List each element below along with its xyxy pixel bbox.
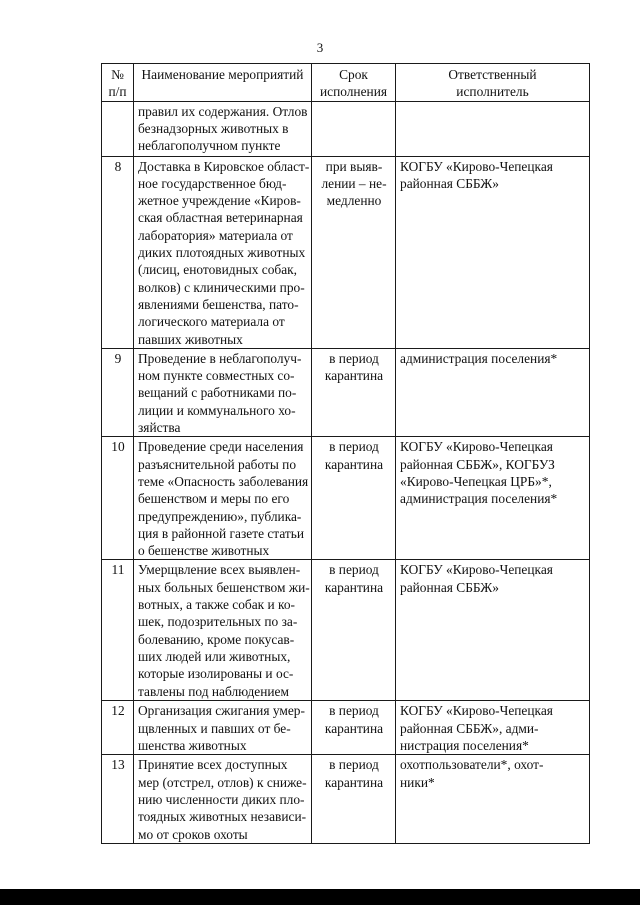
responsible-executor bbox=[396, 755, 590, 843]
measure-name-line: шенства животных bbox=[138, 738, 247, 754]
measure-name bbox=[134, 755, 312, 843]
execution-term bbox=[312, 560, 396, 701]
header-cell-line: Срок bbox=[339, 67, 368, 82]
measure-name-line: Доставка в Кировское област- bbox=[138, 158, 310, 174]
measure-name-line: ное государственное бюд- bbox=[138, 175, 287, 191]
execution-term bbox=[312, 348, 396, 436]
responsible-executor bbox=[396, 348, 590, 436]
measure-name bbox=[134, 560, 312, 701]
header-cell-line: исполнения bbox=[319, 84, 388, 100]
measure-name-line: лиции и коммунального хо- bbox=[138, 402, 296, 418]
execution-term-line: в период bbox=[329, 562, 379, 578]
measure-name-line: явлениями бешенства, пато- bbox=[138, 296, 299, 312]
measure-name-line: нию численности диких пло- bbox=[138, 791, 305, 807]
header-name bbox=[134, 64, 312, 102]
measure-name bbox=[134, 101, 312, 156]
execution-term-line: при выяв- bbox=[325, 158, 383, 174]
measure-name-line: тавлены под наблюдением bbox=[138, 683, 289, 699]
measure-name-line: вещаний с работниками по- bbox=[138, 385, 297, 401]
measure-name-line: разъяснительной работы по bbox=[138, 456, 297, 472]
header-cell-line: п/п bbox=[108, 84, 127, 100]
execution-term-line: лении – не- bbox=[321, 175, 387, 191]
measure-name-line: Организация сжигания умер- bbox=[138, 703, 305, 719]
responsible-executor-line: КОГБУ «Кирово-Чепецкая bbox=[400, 439, 553, 455]
measure-name-line: жетное учреждение «Киров- bbox=[138, 193, 301, 209]
execution-term bbox=[312, 755, 396, 843]
measure-name-line: правил их содержания. Отлов bbox=[138, 103, 308, 119]
table-row bbox=[102, 101, 590, 156]
table-row bbox=[102, 560, 590, 701]
table-row bbox=[102, 701, 590, 755]
execution-term-line: карантина bbox=[324, 720, 384, 736]
execution-term-line: в период bbox=[329, 350, 379, 366]
responsible-executor-line: районная СББЖ» bbox=[400, 175, 499, 191]
measure-name-line: ская областная ветеринарная bbox=[138, 210, 303, 226]
measures-table bbox=[101, 63, 590, 844]
row-number: 10 bbox=[102, 437, 134, 560]
measure-name-line: зяйства bbox=[138, 420, 181, 436]
header-term bbox=[312, 64, 396, 102]
execution-term bbox=[312, 101, 396, 156]
table-header-row bbox=[102, 64, 590, 102]
measure-name-line: ших людей или животных, bbox=[138, 648, 291, 664]
measure-name-line: болеванию, кроме покусав- bbox=[138, 631, 295, 647]
header-cell-line: № bbox=[111, 67, 124, 82]
measure-name-line: мо от сроков охоты bbox=[138, 826, 248, 842]
responsible-executor-line: администрация поселения* bbox=[400, 350, 558, 366]
execution-term-line: карантина bbox=[324, 368, 384, 384]
header-cell-line: Наименование мероприятий bbox=[141, 67, 304, 82]
measure-name-line: павших животных bbox=[138, 331, 243, 347]
header-responsible bbox=[396, 64, 590, 102]
responsible-executor-line: КОГБУ «Кирово-Чепецкая bbox=[400, 158, 553, 174]
execution-term-line: в период bbox=[329, 439, 379, 455]
table-row bbox=[102, 755, 590, 843]
responsible-executor-line: ники* bbox=[400, 774, 435, 790]
responsible-executor bbox=[396, 560, 590, 701]
responsible-executor-line: районная СББЖ», КОГБУЗ bbox=[400, 456, 555, 472]
table-body bbox=[102, 101, 590, 843]
execution-term-line: карантина bbox=[324, 579, 384, 595]
execution-term bbox=[312, 701, 396, 755]
responsible-executor bbox=[396, 156, 590, 348]
measure-name-line: щвленных и павших от бе- bbox=[138, 720, 291, 736]
measure-name-line: предупреждению», публика- bbox=[138, 508, 302, 524]
measure-name-line: волков) с клиническими про- bbox=[138, 279, 305, 295]
measure-name-line: (лисиц, енотовидных собак, bbox=[138, 262, 298, 278]
measure-name-line: бешенством и меры по его bbox=[138, 491, 290, 507]
responsible-executor-line: районная СББЖ», адми- bbox=[400, 720, 539, 736]
measure-name-line: ных больных бешенством жи- bbox=[138, 579, 310, 595]
measure-name-line: ном пункте совместных со- bbox=[138, 368, 295, 384]
responsible-executor-line: охотпользователи*, охот- bbox=[400, 757, 544, 773]
measure-name-line: вотных, а также собак и ко- bbox=[138, 597, 296, 613]
measure-name-line: ция в районной газете статьи bbox=[138, 525, 305, 541]
measure-name-line: Принятие всех доступных bbox=[138, 757, 288, 773]
row-number: 12 bbox=[102, 701, 134, 755]
execution-term bbox=[312, 156, 396, 348]
measure-name-line: логического материала от bbox=[138, 314, 285, 330]
responsible-executor bbox=[396, 437, 590, 560]
measure-name-line: Проведение среди населения bbox=[138, 439, 304, 455]
measure-name-line: теме «Опасность заболевания bbox=[138, 473, 309, 489]
measure-name-line: тоядных животных независи- bbox=[138, 809, 307, 825]
responsible-executor bbox=[396, 101, 590, 156]
header-cell-line: исполнитель bbox=[456, 84, 529, 100]
measure-name-line: Умерщвление всех выявлен- bbox=[138, 562, 301, 578]
execution-term-line: в период bbox=[329, 703, 379, 719]
row-number: 13 bbox=[102, 755, 134, 843]
responsible-executor bbox=[396, 701, 590, 755]
measure-name-line: мер (отстрел, отлов) к сниже- bbox=[138, 774, 307, 790]
execution-term-line: карантина bbox=[324, 774, 384, 790]
measure-name-line: шек, подозрительных по за- bbox=[138, 614, 298, 630]
measure-name-line: диких плотоядных животных bbox=[138, 245, 306, 261]
responsible-executor-line: КОГБУ «Кирово-Чепецкая bbox=[400, 703, 553, 719]
table-row bbox=[102, 348, 590, 436]
execution-term-line: в период bbox=[329, 757, 379, 773]
measure-name bbox=[134, 701, 312, 755]
execution-term-line: карантина bbox=[324, 456, 384, 472]
measure-name bbox=[134, 156, 312, 348]
page-number: 3 bbox=[316, 40, 324, 55]
row-number bbox=[102, 101, 134, 156]
responsible-executor-line: нистрация поселения* bbox=[400, 738, 529, 754]
measure-name bbox=[134, 348, 312, 436]
row-number: 9 bbox=[102, 348, 134, 436]
responsible-executor-line: администрация поселения* bbox=[400, 491, 558, 507]
header-number bbox=[102, 64, 134, 102]
measure-name-line: безнадзорных животных в bbox=[138, 120, 289, 136]
row-number: 11 bbox=[102, 560, 134, 701]
table-row bbox=[102, 156, 590, 348]
measure-name bbox=[134, 437, 312, 560]
scan-bottom-edge bbox=[0, 889, 640, 905]
measure-name-line: лаборатория» материала от bbox=[138, 227, 293, 243]
measure-name-line: которые изолированы и ос- bbox=[138, 666, 294, 682]
measure-name-line: Проведение в неблагополуч- bbox=[138, 350, 302, 366]
measure-name-line: о бешенстве животных bbox=[138, 543, 270, 559]
header-cell-line: Ответственный bbox=[448, 67, 537, 82]
execution-term-line: медленно bbox=[326, 193, 382, 209]
responsible-executor-line: КОГБУ «Кирово-Чепецкая bbox=[400, 562, 553, 578]
responsible-executor-line: районная СББЖ» bbox=[400, 579, 499, 595]
measure-name-line: неблагополучном пункте bbox=[138, 138, 281, 154]
execution-term bbox=[312, 437, 396, 560]
table-row bbox=[102, 437, 590, 560]
responsible-executor-line: «Кирово-Чепецкая ЦРБ»*, bbox=[400, 473, 552, 489]
row-number: 8 bbox=[102, 156, 134, 348]
